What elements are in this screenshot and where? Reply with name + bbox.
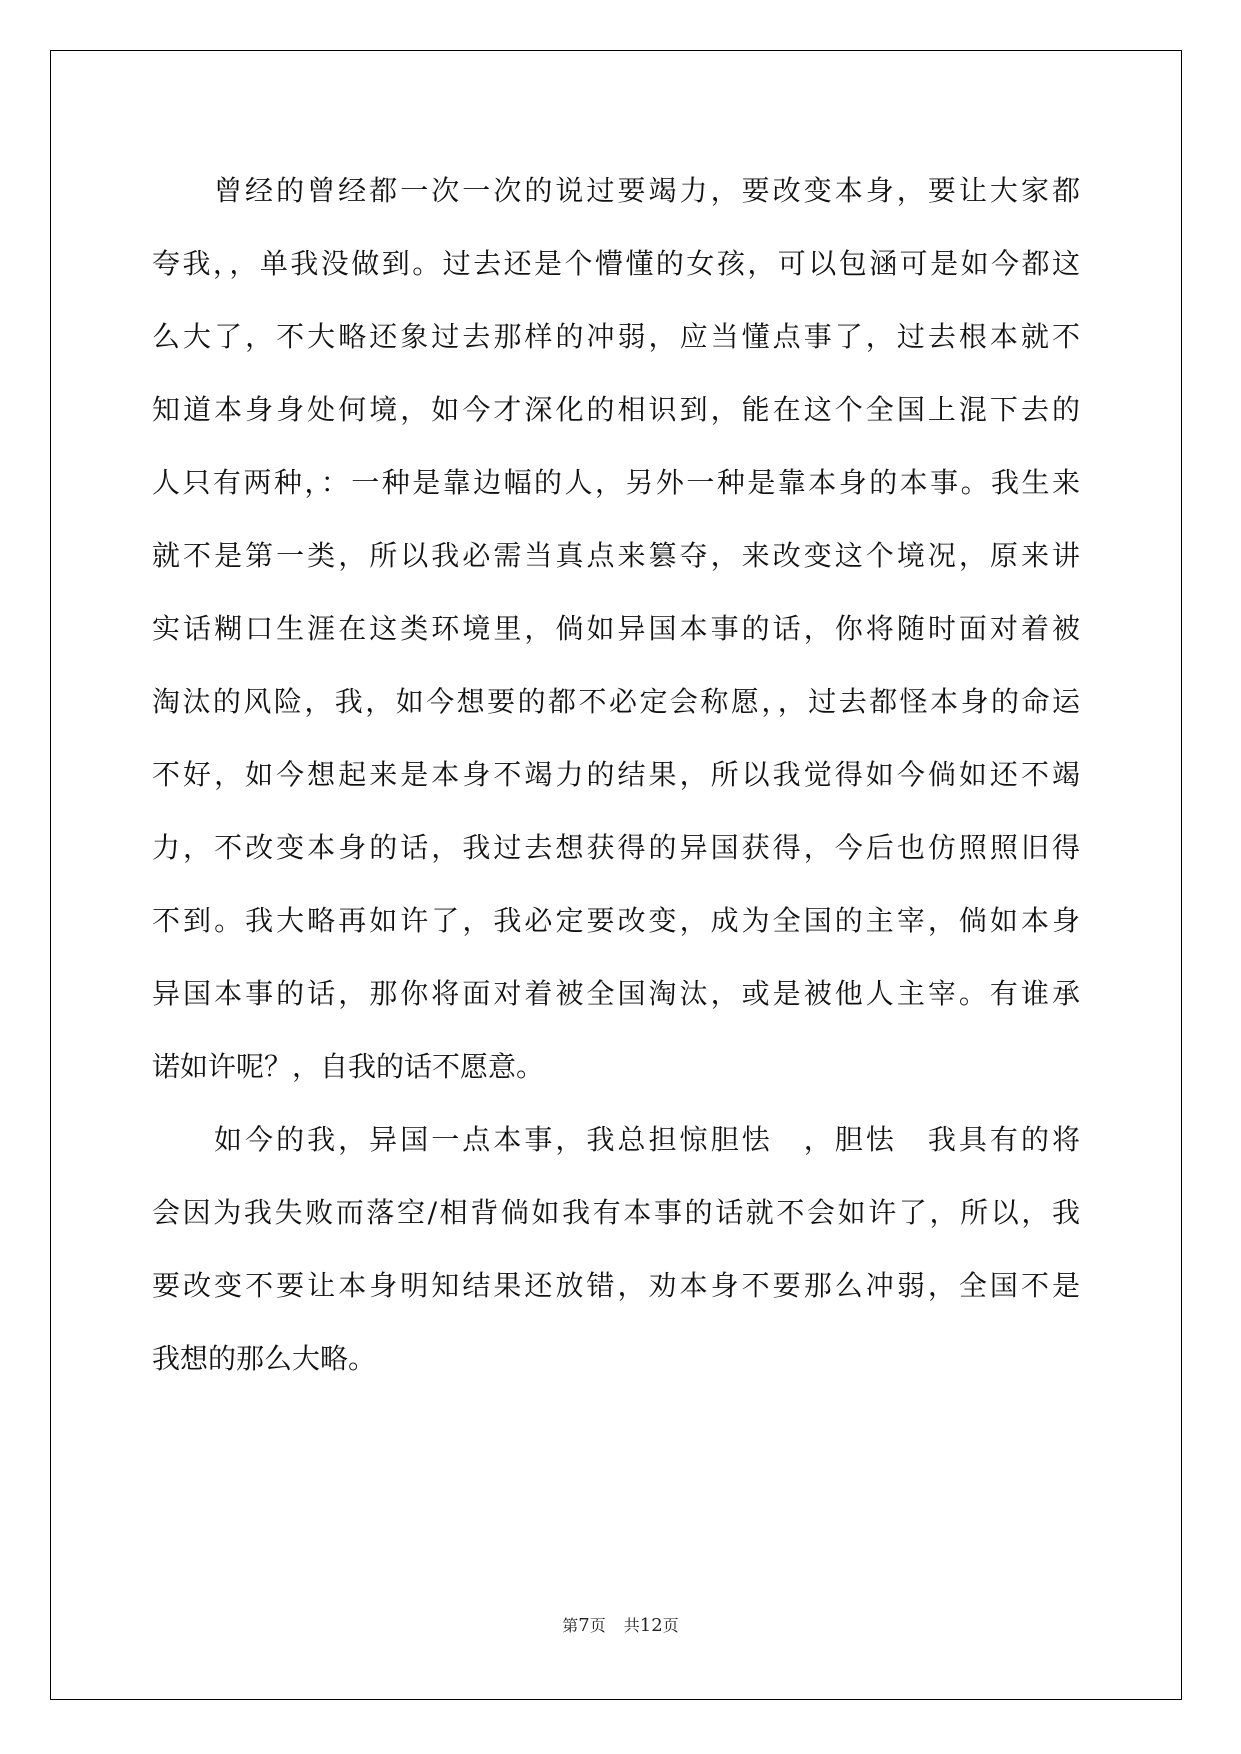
footer-page-suffix: 页	[589, 1616, 606, 1635]
footer-page-prefix: 第	[562, 1616, 579, 1635]
text-line: 力，不改变本身的话，我过去想获得的异国获得，今后也仿照照旧得	[152, 831, 1080, 864]
text-line: 人只有两种，：一种是靠边幅的人，另外一种是靠本身的本事。我生来	[152, 466, 1080, 499]
footer-total-pages: 12	[639, 1615, 663, 1636]
text-line: 就不是第一类，所以我必需当真点来篡夺，来改变这个境况，原来讲	[152, 539, 1080, 572]
text-line: 不好，如今想起来是本身不竭力的结果，所以我觉得如今倘如还不竭	[152, 758, 1080, 791]
text-line: 要改变不要让本身明知结果还放错，劝本身不要那么冲弱，全国不是	[152, 1269, 1080, 1302]
page-footer	[0, 1613, 1241, 1636]
text-line: 曾经的曾经都一次一次的说过要竭力，要改变本身，要让大家都	[214, 174, 1080, 207]
footer-total-prefix: 共	[623, 1616, 640, 1635]
text-line: 异国本事的话，那你将面对着被全国淘汰，或是被他人主宰。有谁承	[152, 977, 1080, 1010]
document-body	[152, 154, 1080, 1395]
paragraph-1	[152, 154, 1080, 1103]
text-line: 淘汰的风险，我，如今想要的都不必定会称愿，，过去都怪本身的命运	[152, 685, 1080, 718]
text-line: 不到。我大略再如许了，我必定要改变，成为全国的主宰，倘如本身	[152, 904, 1080, 937]
text-line: 知道本身身处何境，如今才深化的相识到，能在这个全国上混下去的	[152, 393, 1080, 426]
text-line: 会因为我失败而落空/相背倘如我有本事的话就不会如许了，所以，我	[152, 1196, 1080, 1229]
paragraph-2	[152, 1103, 1080, 1395]
text-line: 夸我，，单我没做到。过去还是个懵懂的女孩，可以包涵可是如今都这	[152, 247, 1080, 280]
footer-total-suffix: 页	[662, 1616, 679, 1635]
text-line: 我想的那么大略。	[152, 1342, 377, 1375]
text-line: 实话糊口生涯在这类环境里，倘如异国本事的话，你将随时面对着被	[152, 612, 1080, 645]
text-line: 么大了，不大略还象过去那样的冲弱，应当懂点事了，过去根本就不	[152, 320, 1080, 353]
text-line: 如今的我，异国一点本事，我总担惊胆怯 ，胆怯 我具有的将	[214, 1123, 1080, 1156]
text-line: 诺如许呢？，自我的话不愿意。	[152, 1050, 545, 1083]
footer-page-number: 7	[578, 1615, 590, 1636]
